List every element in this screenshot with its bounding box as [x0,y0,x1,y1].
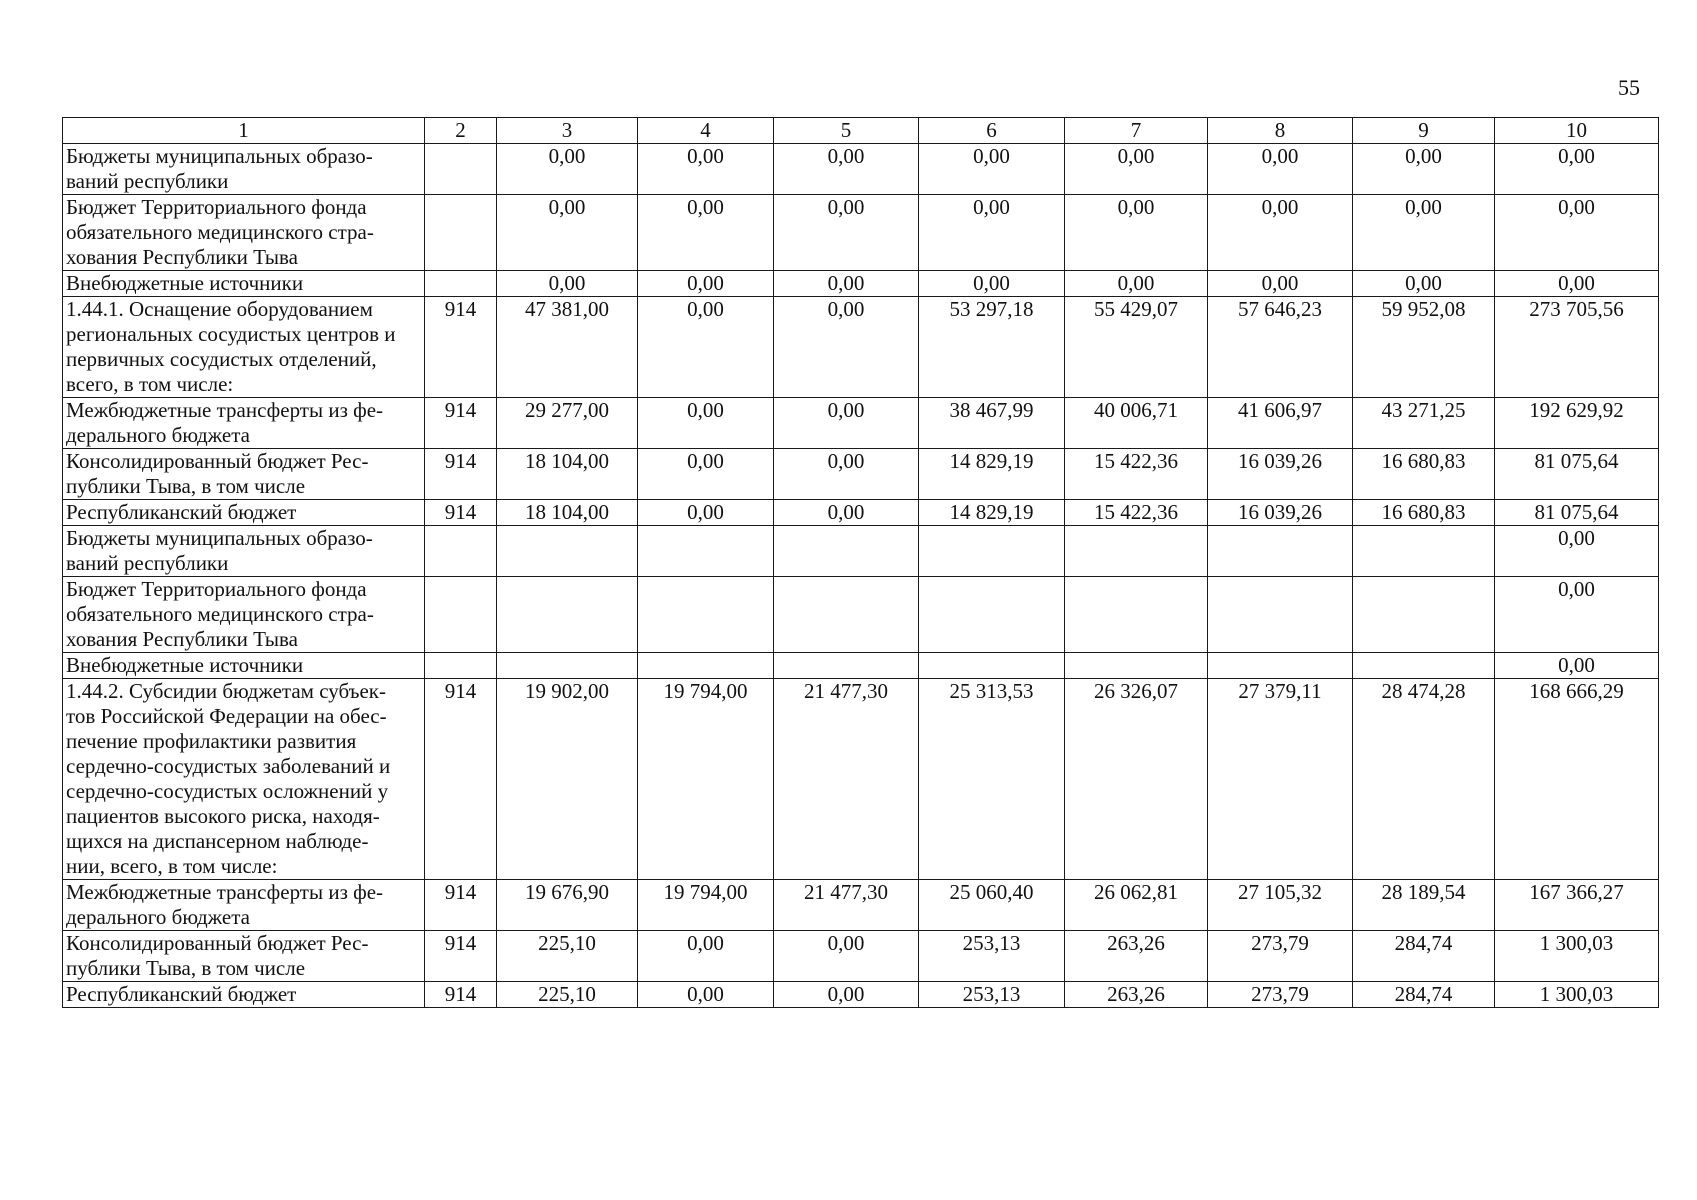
value-cell [497,577,638,653]
value-cell: 19 794,00 [638,880,774,931]
value-cell [638,577,774,653]
code-cell [425,653,497,679]
row-label-cell: Внебюджетные источники [63,653,425,679]
row-label-cell: Республиканский бюджет [63,500,425,526]
table-row [63,500,1659,526]
value-cell: 57 646,23 [1208,297,1353,398]
value-cell [1353,526,1495,577]
code-cell [425,526,497,577]
value-cell: 0,00 [1065,195,1208,271]
row-label-cell: Бюджет Территориального фонда обязательного медицинского стра- хования Республики Тыва [63,195,425,271]
table-row [63,679,1659,880]
code-cell: 914 [425,982,497,1008]
column-number-6: 6 [919,118,1065,144]
value-cell: 273,79 [1208,982,1353,1008]
table-row [63,297,1659,398]
row-label-cell: Консолидированный бюджет Рес- публики Тыва, в том числе [63,449,425,500]
value-cell: 1 300,03 [1495,931,1659,982]
row-label-cell: 1.44.2. Субсидии бюджетам субъек- тов Российской Федерации на обес- печение профилактики развития сердечно-сосудистых заболеваний и сердечно-сосудистых осложнений у пациентов высокого риска, находя- щихся на диспансерном наблюде- нии, всего, в том числе: [63,679,425,880]
value-cell: 0,00 [497,144,638,195]
value-cell: 21 477,30 [774,880,919,931]
column-number-10: 10 [1495,118,1659,144]
value-cell [919,653,1065,679]
value-cell [1065,526,1208,577]
value-cell: 0,00 [1495,195,1659,271]
table-row [63,195,1659,271]
value-cell [497,526,638,577]
value-cell: 0,00 [1495,526,1659,577]
column-number-5: 5 [774,118,919,144]
value-cell: 0,00 [774,297,919,398]
value-cell [919,526,1065,577]
value-cell: 0,00 [774,398,919,449]
value-cell: 28 474,28 [1353,679,1495,880]
row-label-cell: Межбюджетные трансферты из фе- дерального бюджета [63,880,425,931]
code-cell [425,271,497,297]
value-cell: 167 366,27 [1495,880,1659,931]
value-cell: 27 105,32 [1208,880,1353,931]
column-number-2: 2 [425,118,497,144]
column-number-3: 3 [497,118,638,144]
value-cell: 0,00 [919,271,1065,297]
value-cell: 25 313,53 [919,679,1065,880]
value-cell: 59 952,08 [1353,297,1495,398]
value-cell: 0,00 [774,982,919,1008]
row-label-cell: Межбюджетные трансферты из фе- дерального бюджета [63,398,425,449]
value-cell: 0,00 [638,271,774,297]
value-cell: 0,00 [638,195,774,271]
value-cell: 0,00 [774,500,919,526]
value-cell [919,577,1065,653]
table-row [63,144,1659,195]
value-cell: 225,10 [497,982,638,1008]
value-cell: 0,00 [1353,195,1495,271]
value-cell: 0,00 [638,982,774,1008]
column-number-7: 7 [1065,118,1208,144]
table-row [63,577,1659,653]
value-cell: 0,00 [638,297,774,398]
value-cell: 0,00 [1208,144,1353,195]
value-cell: 0,00 [497,271,638,297]
value-cell: 0,00 [1353,144,1495,195]
value-cell [638,653,774,679]
value-cell: 21 477,30 [774,679,919,880]
value-cell [638,526,774,577]
code-cell: 914 [425,679,497,880]
value-cell: 192 629,92 [1495,398,1659,449]
value-cell: 29 277,00 [497,398,638,449]
value-cell: 18 104,00 [497,500,638,526]
row-label-cell: Бюджет Территориального фонда обязательного медицинского стра- хования Республики Тыва [63,577,425,653]
row-label-cell: Консолидированный бюджет Рес- публики Тыва, в том числе [63,931,425,982]
value-cell [1208,653,1353,679]
code-cell: 914 [425,931,497,982]
table-row [63,880,1659,931]
table-row [63,653,1659,679]
value-cell: 263,26 [1065,931,1208,982]
value-cell: 0,00 [774,195,919,271]
value-cell: 19 794,00 [638,679,774,880]
value-cell: 19 676,90 [497,880,638,931]
column-number-4: 4 [638,118,774,144]
value-cell: 28 189,54 [1353,880,1495,931]
value-cell: 16 680,83 [1353,449,1495,500]
value-cell: 0,00 [638,931,774,982]
value-cell: 47 381,00 [497,297,638,398]
value-cell: 0,00 [1495,653,1659,679]
value-cell: 26 326,07 [1065,679,1208,880]
value-cell: 263,26 [1065,982,1208,1008]
row-label-cell: Бюджеты муниципальных образо- ваний республики [63,144,425,195]
value-cell: 1 300,03 [1495,982,1659,1008]
value-cell: 40 006,71 [1065,398,1208,449]
table-row [63,449,1659,500]
table-header-row [63,118,1659,144]
value-cell: 0,00 [638,144,774,195]
value-cell: 0,00 [919,144,1065,195]
code-cell [425,195,497,271]
page-number: 55 [1618,75,1640,100]
value-cell: 273 705,56 [1495,297,1659,398]
code-cell [425,144,497,195]
value-cell [774,526,919,577]
value-cell: 168 666,29 [1495,679,1659,880]
row-label-cell: Республиканский бюджет [63,982,425,1008]
table-row [63,398,1659,449]
column-number-8: 8 [1208,118,1353,144]
value-cell: 14 829,19 [919,500,1065,526]
row-label-cell: Бюджеты муниципальных образо- ваний республики [63,526,425,577]
column-number-9: 9 [1353,118,1495,144]
value-cell [1065,577,1208,653]
value-cell: 253,13 [919,982,1065,1008]
code-cell: 914 [425,500,497,526]
value-cell: 81 075,64 [1495,500,1659,526]
value-cell: 15 422,36 [1065,500,1208,526]
value-cell: 16 039,26 [1208,500,1353,526]
value-cell: 43 271,25 [1353,398,1495,449]
value-cell: 53 297,18 [919,297,1065,398]
value-cell: 0,00 [774,931,919,982]
code-cell: 914 [425,297,497,398]
value-cell: 16 680,83 [1353,500,1495,526]
table-row [63,931,1659,982]
value-cell: 0,00 [1065,271,1208,297]
value-cell [1065,653,1208,679]
value-cell [1353,577,1495,653]
value-cell [497,653,638,679]
value-cell: 14 829,19 [919,449,1065,500]
value-cell: 0,00 [1208,195,1353,271]
value-cell: 18 104,00 [497,449,638,500]
code-cell: 914 [425,398,497,449]
table-row [63,982,1659,1008]
value-cell: 273,79 [1208,931,1353,982]
value-cell: 0,00 [1065,144,1208,195]
value-cell: 0,00 [1495,271,1659,297]
value-cell: 0,00 [1495,144,1659,195]
value-cell [1353,653,1495,679]
value-cell: 0,00 [638,398,774,449]
value-cell: 0,00 [638,449,774,500]
value-cell: 27 379,11 [1208,679,1353,880]
value-cell: 284,74 [1353,982,1495,1008]
value-cell: 0,00 [919,195,1065,271]
value-cell: 25 060,40 [919,880,1065,931]
code-cell: 914 [425,880,497,931]
value-cell: 16 039,26 [1208,449,1353,500]
value-cell [774,577,919,653]
value-cell [1208,577,1353,653]
value-cell: 0,00 [1208,271,1353,297]
value-cell [774,653,919,679]
value-cell: 38 467,99 [919,398,1065,449]
value-cell: 15 422,36 [1065,449,1208,500]
value-cell: 55 429,07 [1065,297,1208,398]
value-cell: 26 062,81 [1065,880,1208,931]
value-cell: 0,00 [774,271,919,297]
code-cell: 914 [425,449,497,500]
value-cell: 0,00 [638,500,774,526]
value-cell: 0,00 [1495,577,1659,653]
row-label-cell: 1.44.1. Оснащение оборудованием региональных сосудистых центров и первичных сосудистых отделений, всего, в том числе: [63,297,425,398]
column-number-1: 1 [63,118,425,144]
value-cell: 0,00 [497,195,638,271]
value-cell: 19 902,00 [497,679,638,880]
value-cell: 41 606,97 [1208,398,1353,449]
value-cell: 0,00 [774,449,919,500]
code-cell [425,577,497,653]
value-cell: 0,00 [774,144,919,195]
value-cell: 81 075,64 [1495,449,1659,500]
table-row [63,271,1659,297]
table-row [63,526,1659,577]
value-cell: 284,74 [1353,931,1495,982]
value-cell [1208,526,1353,577]
budget-table [62,117,1659,1008]
value-cell: 225,10 [497,931,638,982]
value-cell: 0,00 [1353,271,1495,297]
value-cell: 253,13 [919,931,1065,982]
row-label-cell: Внебюджетные источники [63,271,425,297]
